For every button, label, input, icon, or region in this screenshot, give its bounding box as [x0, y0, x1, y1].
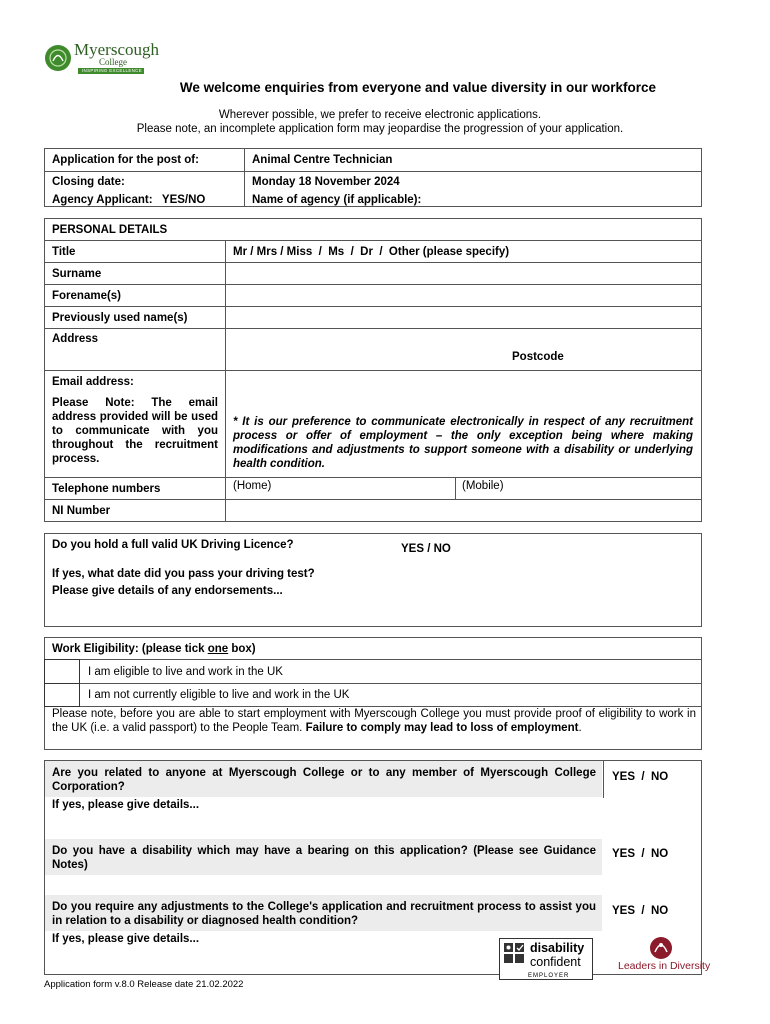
driving-date-question: If yes, what date did you pass your driving test? — [52, 568, 315, 580]
forenames-field[interactable] — [226, 285, 701, 305]
surname-field[interactable] — [226, 263, 701, 283]
post-label: Application for the post of: — [52, 154, 199, 166]
eligibility-note: Please note, before you are able to start employment with Myerscough College you must provide proof of eligibility to work in the UK (i.e. a valid passport) to the People Team. Failure to comply may lead to loss of employment. — [52, 708, 696, 734]
mobile-phone-field[interactable]: (Mobile) — [462, 480, 504, 492]
post-value[interactable]: Animal Centre Technician — [252, 154, 393, 166]
previous-names-field[interactable] — [226, 307, 701, 327]
personal-heading: PERSONAL DETAILS — [52, 224, 168, 236]
adjustments-answer[interactable]: YES / NO — [612, 905, 669, 917]
email-preference-note: * It is our preference to communicate electronically in respect of any recruitment process or offer of employment – the only exception being where making modifications and adjustments to support someone with a disability or underlying health condition. — [233, 416, 693, 470]
email-note: Please Note: The email address provided will be used to communicate with you throughout the recruitment process. — [52, 397, 218, 465]
email-field[interactable] — [226, 371, 701, 411]
title-label: Title — [52, 246, 76, 258]
ni-number-field[interactable] — [226, 500, 701, 521]
home-phone-field[interactable]: (Home) — [233, 480, 272, 492]
logo-tagline: INSPIRING EXCELLENCE — [82, 68, 143, 73]
leaders-in-diversity-badge — [612, 936, 710, 976]
disability-answer[interactable]: YES / NO — [612, 848, 669, 860]
adjustments-details-field[interactable] — [50, 948, 490, 972]
related-question: Are you related to anyone at Myerscough College or to any member of Myerscough College Corporation? — [52, 767, 596, 793]
logo-sub: College — [99, 57, 127, 67]
email-label: Email address: — [52, 376, 134, 388]
address-field[interactable] — [226, 329, 701, 369]
related-details-field[interactable] — [50, 814, 690, 838]
badge-line-2: confident — [530, 955, 581, 969]
closing-value[interactable]: Monday 18 November 2024 — [252, 176, 400, 188]
adjustments-details-label: If yes, please give details... — [52, 933, 200, 945]
not-eligible-option-label: I am not currently eligible to live and work in the UK — [88, 689, 350, 701]
previous-names-label: Previously used name(s) — [52, 312, 188, 324]
logo-name: Myerscough — [74, 40, 159, 59]
footer-version: Application form v.8.0 Release date 21.02.2022 — [44, 979, 244, 990]
driving-question: Do you hold a full valid UK Driving Licence? — [52, 539, 294, 551]
badge-line-3: EMPLOYER — [528, 973, 570, 979]
badge-line-1: disability — [530, 941, 585, 955]
forenames-label: Forename(s) — [52, 290, 122, 302]
driving-answer[interactable]: YES / NO — [401, 543, 451, 555]
agency-name-label[interactable]: Name of agency (if applicable): — [252, 194, 422, 206]
adjustments-question: Do you require any adjustments to the College's application and recruitment process to assist you in relation to a disability or diagnosed health condition? — [52, 901, 596, 927]
related-details-label: If yes, please give details... — [52, 799, 200, 811]
eligibility-heading: Work Eligibility: (please tick one box) — [52, 643, 256, 655]
disability-confident-badge — [499, 938, 593, 980]
intro-line-2: Please note, an incomplete application form may jeopardise the progression of your application. — [136, 123, 624, 135]
endorsements-question: Please give details of any endorsements... — [52, 585, 283, 597]
disability-question: Do you have a disability which may have a bearing on this application? (Please see Guidance Notes) — [52, 845, 596, 871]
college-logo — [44, 40, 159, 78]
disability-confident-icon — [504, 943, 526, 965]
leaders-in-diversity-text: Leaders in Diversity — [618, 960, 711, 972]
not-eligible-checkbox[interactable] — [44, 683, 80, 707]
closing-label: Closing date: — [52, 176, 125, 188]
page-heading: We welcome enquiries from everyone and value diversity in our workforce — [179, 80, 657, 95]
agency-label[interactable]: Agency Applicant: YES/NO — [52, 194, 206, 206]
title-options[interactable]: Mr / Mrs / Miss / Ms / Dr / Other (please specify) — [233, 246, 510, 258]
eligible-option-label: I am eligible to live and work in the UK — [88, 666, 283, 678]
postcode-label: Postcode — [512, 351, 564, 363]
surname-label: Surname — [52, 268, 102, 280]
eligible-checkbox[interactable] — [44, 659, 80, 684]
leaders-in-diversity-icon — [648, 936, 674, 960]
intro-line-1: Wherever possible, we prefer to receive electronic applications. — [218, 109, 542, 121]
telephone-label: Telephone numbers — [52, 483, 161, 495]
ni-number-label: NI Number — [52, 505, 111, 517]
address-label: Address — [52, 333, 99, 345]
related-answer[interactable]: YES / NO — [612, 771, 669, 783]
